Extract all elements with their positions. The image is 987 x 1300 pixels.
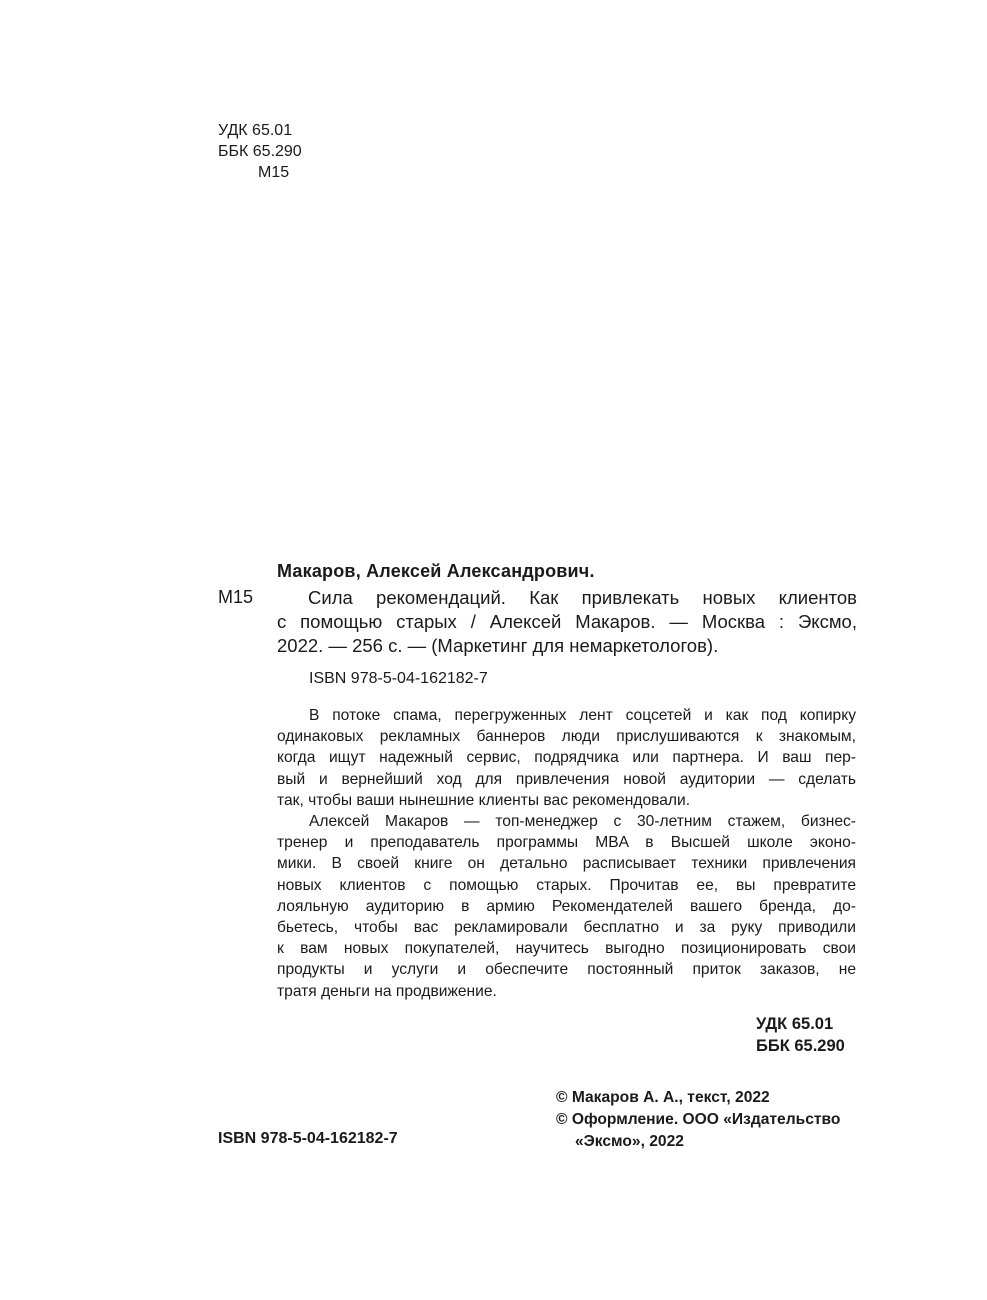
annotation-line: В потоке спама, перегруженных лент соцсетей и как под копирку [309, 707, 856, 724]
annotation-line: продукты и услуги и обеспечите постоянный приток заказов, не [277, 961, 856, 979]
annotation [277, 705, 856, 1002]
copyright-block [556, 1087, 840, 1153]
bbk-code: ББК 65.290 [218, 143, 302, 160]
bottom-classification [756, 1013, 845, 1057]
annotation-line: тренер и преподаватель программы MBA в Высшей школе эконо- [277, 834, 856, 852]
bbk-code-bold: ББК 65.290 [756, 1037, 845, 1055]
author-heading: Макаров, Алексей Александрович. [277, 561, 595, 581]
top-classification [218, 120, 302, 183]
annotation-line: вый и вернейший ход для привлечения новой аудитории — сделать [277, 770, 856, 788]
title-line: 2022. — 256 с. — (Маркетинг для немаркетологов). [277, 635, 719, 656]
title-line: Сила рекомендаций. Как привлекать новых клиентов [308, 587, 857, 608]
annotation-line: тратя деньги на продвижение. [277, 982, 497, 1000]
annotation-paragraph-1 [277, 705, 856, 811]
record-isbn: ISBN 978-5-04-162182-7 [309, 670, 488, 687]
title-line: с помощью старых / Алексей Макаров. — Москва : Эксмо, [277, 611, 857, 632]
annotation-line: так, чтобы ваши нынешние клиенты вас рекомендовали. [277, 791, 691, 809]
udk-code: УДК 65.01 [218, 122, 293, 139]
author-mark: М15 [258, 164, 290, 181]
copyright-design: © Оформление. ООО «Издательство [556, 1111, 841, 1128]
annotation-line: новых клиентов с помощью старых. Прочитав ее, вы превратите [277, 876, 856, 894]
annotation-line: мики. В своей книге он детально расписывает техники привлечения [277, 855, 856, 873]
annotation-line: когда ищут надежный сервис, подрядчика или партнера. И ваш пер- [277, 749, 856, 767]
title-description [277, 586, 857, 658]
annotation-line: бьетесь, чтобы вас рекламировали бесплатно и за руку приводили [277, 919, 856, 937]
annotation-paragraph-2 [277, 811, 856, 1002]
annotation-line: Алексей Макаров — топ-менеджер с 30-летним стажем, бизнес- [309, 813, 856, 831]
udk-code-bold: УДК 65.01 [756, 1015, 834, 1033]
annotation-line: одинаковых рекламных баннеров люди прислушиваются к знакомым, [277, 728, 856, 746]
copyright-text: © Макаров А. А., текст, 2022 [556, 1089, 770, 1106]
annotation-line: лояльную аудиторию в армию Рекомендателей вашего бренда, до- [277, 897, 856, 915]
isbn-bottom: ISBN 978-5-04-162182-7 [218, 1130, 398, 1147]
copyright-design-cont: «Эксмо», 2022 [575, 1133, 684, 1150]
record-author-mark: М15 [218, 587, 254, 607]
annotation-line: к вам новых покупателей, научитесь выгодно позиционировать свои [277, 940, 856, 958]
